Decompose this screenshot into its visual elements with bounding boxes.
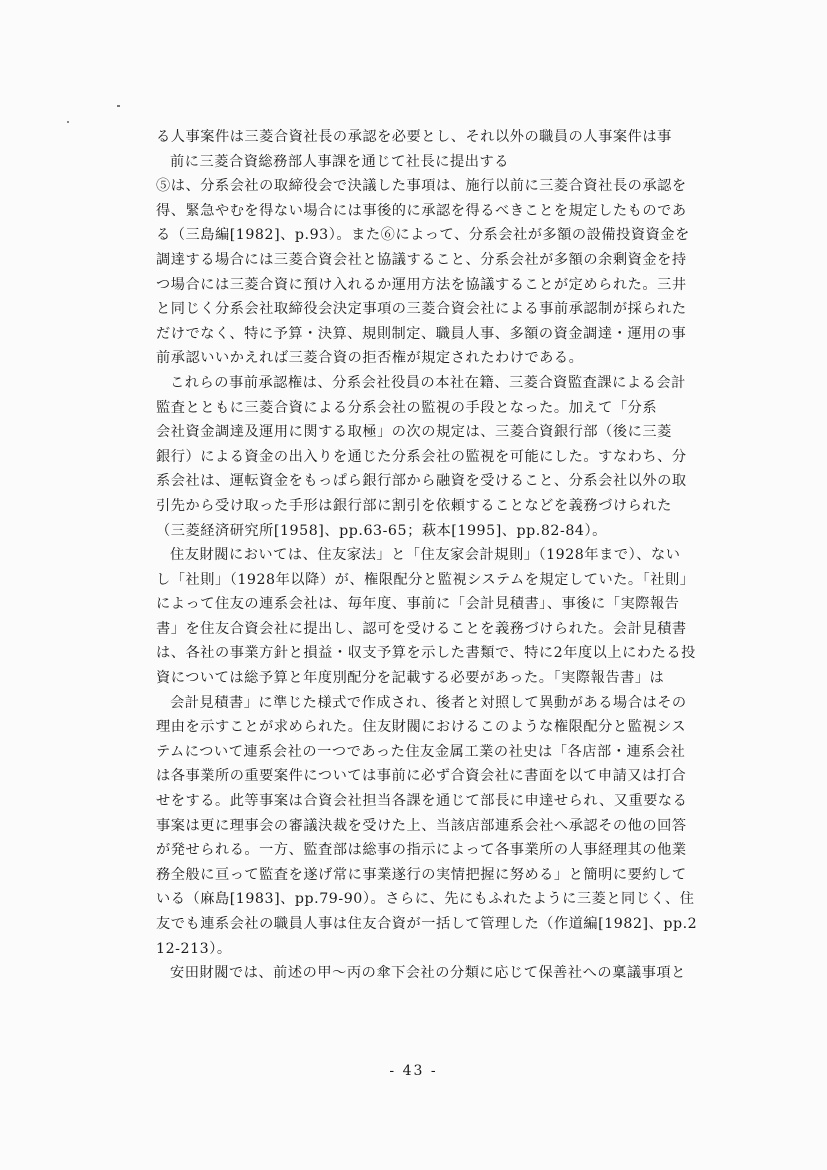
text-line: によって住友の連系会社は、毎年度、事前に「会計見積書」、事後に「実際報告 — [156, 596, 680, 613]
body-text — [156, 125, 716, 986]
text-line: だけでなく、特に予算・決算、規則制定、職員人事、多額の資金調達・運用の事 — [156, 325, 687, 342]
text-line: 前に三菱合資総務部人事課を通じて社長に提出する — [170, 153, 509, 170]
text-line: 会計見積書」に準じた様式で作成され、後者と対照して異動がある場合はその — [170, 694, 687, 711]
page-number: - 43 - — [389, 1063, 438, 1079]
text-line: る人事案件は三菱合資社長の承認を必要とし、それ以外の職員の人事案件は事 — [156, 129, 672, 145]
text-line: 事案は更に理事会の審議決裁を受けた上、当該店部連系会社へ承認その他の回答 — [156, 817, 687, 834]
speck-mark — [67, 121, 69, 123]
text-line: は各事業所の重要案件については事前に必ず合資会社に書面を以て申請又は打合 — [156, 768, 687, 785]
text-line: せをする。此等事案は合資会社担当各課を通じて部長に申達せられ、又重要なる — [156, 793, 688, 810]
text-line: 系会社は、運転資金をもっぱら銀行部から融資を受けること、分系会社以外の取 — [156, 473, 687, 490]
text-line: 12-213）。 — [156, 940, 232, 957]
text-line: る（三島編[1982]、p.93）。また⑥によって、分系会社が多額の設備投資資金を — [156, 227, 690, 244]
text-line: 前承認いいかえれば三菱合資の拒否権が規定されたわけである。 — [156, 350, 584, 367]
text-line: いる（麻島[1983]、pp.79-90）。さらに、先にもふれたように三菱と同じく、住 — [156, 891, 695, 908]
text-line: 引先から受け取った手形は銀行部に割引を依頼することなどを義務づけられた — [156, 497, 672, 514]
text-line: 住友財閥においては、住友家法」と「住友家会計規則」（1928年まで）、ない — [170, 547, 681, 564]
text-line: つ場合には三菱合資に預け入れるか運用方法を協議することが定められた。三井 — [156, 276, 687, 293]
text-line: ⑤は、分系会社の取締役会で決議した事項は、施行以前に三菱合資社長の承認を — [156, 178, 687, 195]
text-line: 務全般に亘って監査を遂げ常に事業遂行の実情把握に努める」と簡明に要約して — [156, 866, 687, 883]
text-line: これらの事前承認権は、分系会社役員の本社在籍、三菱合資監査課による会計 — [170, 374, 686, 391]
text-line: し「社則」（1928年以降）が、権限配分と監視システムを規定していた。「社則」 — [156, 571, 695, 588]
text-line: 資については総予算と年度別配分を記載する必要があった。「実際報告書」は — [156, 670, 665, 687]
text-line: 安田財閥では、前述の甲～丙の傘下会社の分類に応じて保善社への稟議事項と — [170, 965, 686, 982]
text-line: 理由を示すことが求められた。住友財閥におけるこのような権限配分と監視シス — [156, 719, 687, 736]
text-line: テムについて連系会社の一つであった住友金属工業の社史は「各店部・連系会社 — [156, 743, 686, 760]
text-line: は、各社の事業方針と損益・収支予算を示した書類で、特に2年度以上にわたる投 — [156, 645, 696, 662]
text-line: 銀行）による資金の出入りを通じた分系会社の監視を可能にした。すなわち、分 — [156, 448, 687, 465]
text-line: 調達する場合には三菱合資会社と協議すること、分系会社が多額の余剰資金を持 — [156, 251, 687, 268]
text-line: 得、緊急やむを得ない場合には事後的に承認を得るべきことを規定したものであ — [156, 202, 687, 219]
text-line: 書」を住友合資会社に提出し、認可を受けることを義務づけられた。会計見積書 — [156, 620, 687, 637]
text-line: が発せられる。一方、監査部は総事の指示によって各事業所の人事経理其の他業 — [156, 842, 687, 859]
text-line: （三菱経済研究所[1958]、pp.63-65；萩本[1995]、pp.82-84）。 — [156, 522, 607, 539]
text-line: 監査とともに三菱合資による分系会社の監視の手段となった。加えて「分系 — [156, 399, 658, 416]
text-line: 友でも連系会社の職員人事は住友合資が一括して管理した（作道編[1982]、pp.2 — [156, 916, 698, 932]
text-line: と同じく分系会社取締役会決定事項の三菱合資会社による事前承認制が採られた — [156, 301, 687, 318]
speck-mark — [117, 105, 120, 107]
text-line: 会社資金調達及運用に関する取極」の次の規定は、三菱合資銀行部（後に三菱 — [156, 424, 672, 441]
